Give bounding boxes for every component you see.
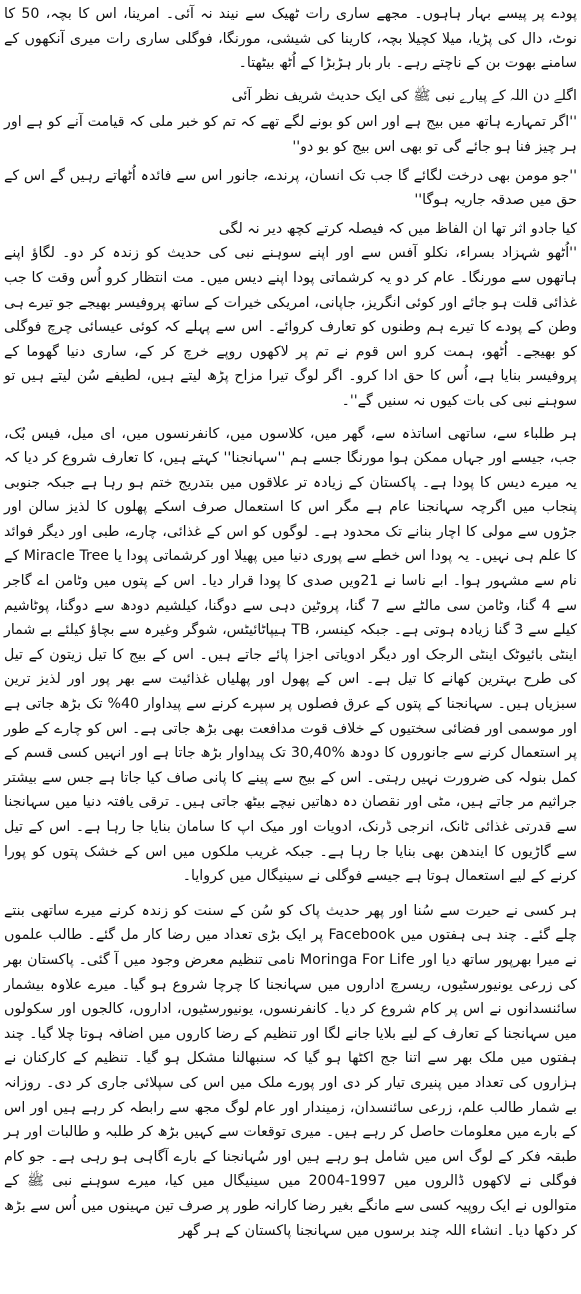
paragraph-decision: کیا جادو اثر تھا ان الفاظ میں کہ فیصلہ کرتے کچھ دیر نہ لگی (218, 220, 577, 237)
paragraph-intro: پودے پر پیسے بہار ہاہوں۔ مجھے ساری رات ٹھیک سے نیند نہ آئی۔ امرینا، اس کا بچہ، 50 کا نوٹ، دال کی پڑیا، میلا کچیلا بچہ، کارینا کی شیشی، مورنگا، فوگلی ساری رات میری آنکھوں کے سامنے بھوت بن کے ناچتے رہے۔ بار بار ہڑبڑا کے اُٹھ بیٹھتا۔ (4, 6, 577, 72)
paragraph-movement: ہر کسی نے حیرت سے سُنا اور پھر حدیث پاک کو سُن کے سنت کو زندہ کرنے میرے ساتھی بنتے چلے گئے۔ چند ہی ہفتوں میں Facebook پر ایک بڑی تعداد میں رضا کار مل گئے۔ طالب علموں نے میرا بھرپور ساتھ دیا اور Moringa For Life نامی تنظیم معرض وجود میں آ گئی۔ پاکستان بھر کی زرعی یونیورسٹیوں، ریسرچ اداروں میں سہانجنا کا چرچا شروع ہو گیا۔ میرے علاوہ بیشمار سائنسدانوں نے اس پر کام شروع کر دیا۔ کانفرنسوں، یونیورسٹیوں، اداروں، کالجوں اور سکولوں میں سہانجنا کے تعارف کے لیے بلایا جانے لگا اور تنظیم کے رضا کاروں میں اضافہ ہوتا چلا گیا۔ چند ہفتوں میں ملک بھر سے اتنا جج اکٹھا ہو گیا کہ سنبھالنا مشکل ہو گیا۔ تنظیم کے کارکنان نے ہزاروں کی تعداد میں پنیری تیار کر دی اور پورے ملک میں اس کی سپلائی جاری کر دی۔ روزانہ بے شمار طالب علم، زرعی سائنسدان، زمیندار اور عام لوگ مجھ سے رابطہ کر رہے ہیں اور اس کے بارے میں معلومات حاصل کر رہے ہیں۔ میری توقعات سے کہیں بڑھ کر طلبہ و طالبات اور ہر طبقہ فکر کے لوگ اس میں شامل ہو رہے ہیں اور سُہانجنا کے بارے آگاہی ہو رہی ہے۔ جو کام فوگلی نے لاکھوں ڈالروں میں 1997-2004 میں سینیگال میں کیا، میرے سوہنے نبی ﷺ کے متوالوں نے ایک روپیہ کسی سے مانگے بغیر رضا کارانہ طور پر صرف تین مہینوں میں اُس سے بڑھ کر دکھا دیا۔ انشاء اللہ چند برسوں میں سہانجنا پاکستان کے ہر گھر (4, 902, 578, 1239)
hadith-quote-seed: ''اگر تمہارے ہاتھ میں بیج ہے اور اس کو بونے لگے تھے کہ تم کو خبر ملی کہ قیامت آنے کو ہے اور ہر چیز فنا ہو جائے گی تو بھی اس بیج کو بو دو'' (4, 114, 577, 155)
paragraph-call-to-action: ''اُٹھو شہزاد بسراء، نکلو آفس سے اور اپنے سوہنے نبی کی حدیث کو زندہ کر دو۔ لگاؤ اپنے ہاتھوں سے مورنگا۔ عام کر دو یہ کرشماتی پودا اپنے دیس میں۔ مت انتظار کرو اُس وقت کا جب غذائی قلت ہو جائے اور کوئی انگریز، جاپانی، امریکی خیرات کے ساتھ پروفیسر بھیجے جو تیرے ہی وطن کے پودے کا تیرے ہم وطنوں کو تعارف کروائے۔ اس سے پہلے کہ کوئی عیسائی چرچ فوگلی کو بھیجے۔ اُٹھو، ہمت کرو اس قوم نے تم پر لاکھوں روپے خرچ کر کے، ساری دنیا گھوما کے پروفیسر بنایا ہے، اُس کا حق ادا کرو۔ اگر لوگ تیرا مزاح پڑھ لیتے ہیں، لطیفے سُن لیتے ہیں تو سوہنے نبی کی بات کیوں نہ سنیں گے''۔ (4, 245, 577, 409)
hadith-quote-tree: ''جو مومن بھی درخت لگائے گا جب تک انسان، پرندے، جانور اس سے فائدہ اُٹھاتے رہیں گے اس کے حق میں صدقہ جاریہ ہوگا'' (4, 167, 577, 209)
paragraph-moringa-benefits: ہر طلباء سے، ساتھی اساتذہ سے، گھر میں، کلاسوں میں، کانفرنسوں میں، ای میل، فیس بُک، جب، جیسے اور جہاں ممکن ہوا مورنگا جسے ہم ''سہانجنا'' کہتے ہیں، کا تعارف شروع کر دیا کہ یہ میرے دیس کا پودا ہے۔ پاکستان کے زیادہ تر علاقوں میں بتدریج ختم ہو رہا ہے جبکہ جنوبی پنجاب میں اگرچہ سہانجنا عام ہے مگر اس کا استعمال صرف اسکے پھلوں کا لذیز سالن اور جڑوں سے مولی کا اچار بنانے تک محدود ہے۔ لوگوں کو اس کے غذائی، چارے، طبی اور دیگر فوائد کا علم ہی نہیں۔ یہ پودا اس خطے سے پوری دنیا میں پھیلا اور کرشماتی پودا یا Miracle Tree کے نام سے مشہور ہوا۔ ابے ناسا نے 21ویں صدی کا پودا قرار دیا۔ اس کے پتوں میں وٹامن اے گاجر سے 4 گنا، وٹامن سی مالٹے سے 7 گنا، پروٹین دہی سے دوگنا، کیلشیم دودھ سے دوگنا، پوٹاشیم کیلے سے 3 گنا زیادہ ہوتی ہے۔ جبکہ کینسر، TB ہیپاٹائیٹس، شوگر وغیرہ سے بچاؤ کیلئے بے شمار اینٹی بائیوٹک اینٹی الرجک اور دیگر ادویاتی اجزا پائے جاتے ہیں۔ اس کے بیج کا تیل زیتون کے تیل کی طرح بہترین کھانے کا تیل ہے۔ اس کے پھول اور پھلیاں غذائیت سے بھر پور اور لذیز ترین سبزیاں ہیں۔ سہانجنا کے پتوں کے عرق فصلوں پر سپرے کرنے سے پیداوار 40% تک بڑھ جاتی ہے اور موسمی اور فضائی سختیوں کے خلاف قوت مدافعت بھی بڑھ جاتی ہے۔ اس کو چارے کے طور پر استعمال کرنے سے جانوروں کا دودھ %30,40 تک پیداوار بڑھ جاتا ہے اور انہیں کسی قسم کے کمل بنولہ کی ضرورت نہیں رہتی۔ اس کے بیج سے پینے کا پانی صاف کیا جاتا ہے جس سے بیشتر جراثیم مر جاتے ہیں، مٹی اور نقصان دہ دھاتیں نیچے بیٹھ جاتی ہیں۔ ترقی یافتہ دنیا میں سہانجنا سے قدرتی غذائی ٹانک، انرجی ڈرنک، ادویات اور میک اپ کا سامان بنایا جا رہا ہے۔ اس کے تیل سے گاڑیوں کا ایندھن بھی بنایا جا رہا ہے۔ جبکہ غریب ملکوں میں اس کے خشک پتوں کو پورا کرنے کے لیے استعمال ہوتا ہے جیسے فوگلی نے سینیگال میں کروایا۔ (4, 425, 578, 885)
paragraph-hadith-intro: اگلے دن اللہ کے پیارے نبی ﷺ کی ایک حدیث شریف نظر آئی (231, 87, 577, 104)
